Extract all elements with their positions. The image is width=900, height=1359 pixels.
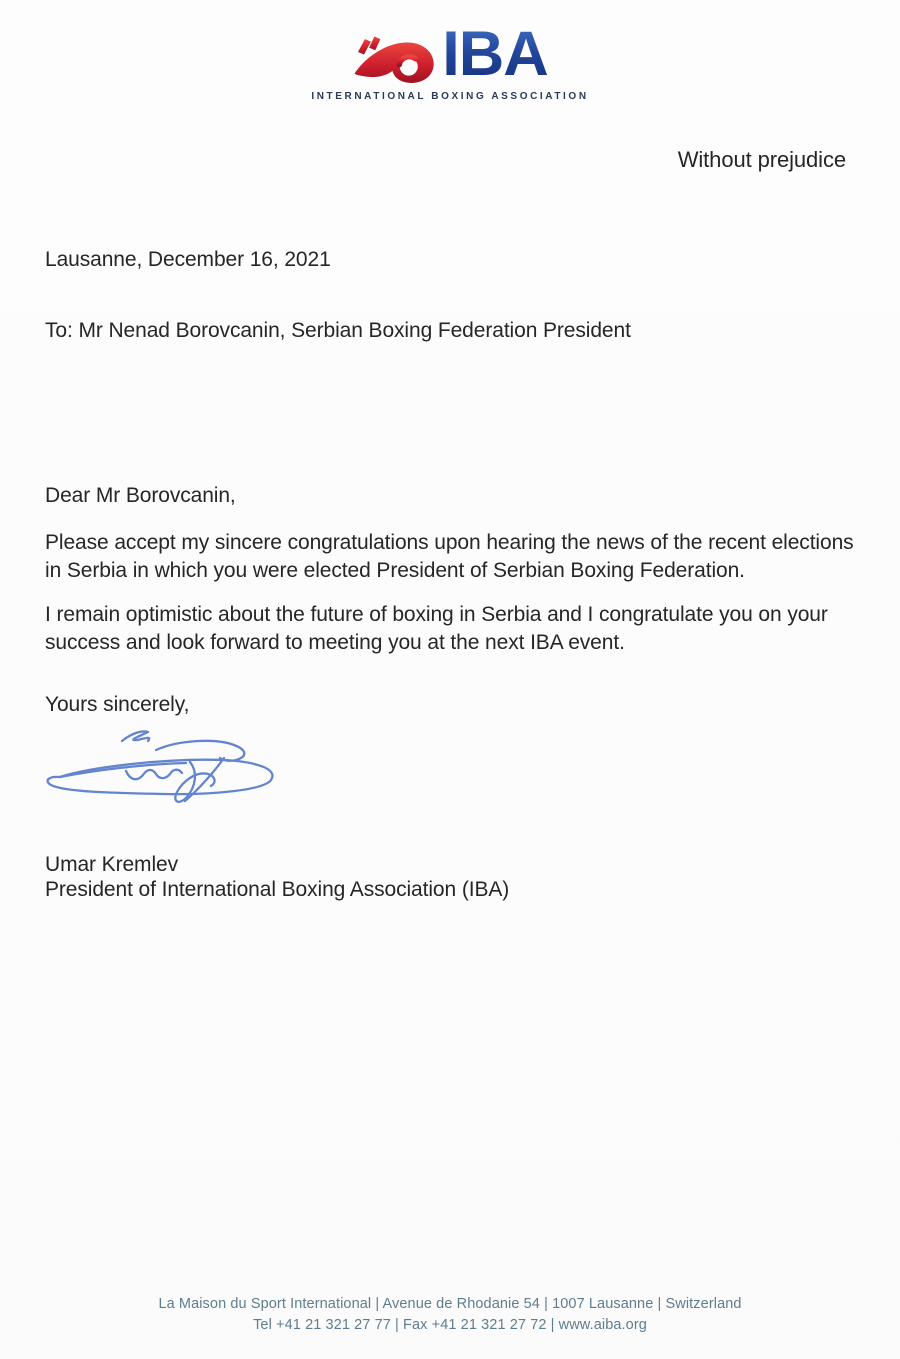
iba-logo-word: IBA: [442, 19, 548, 89]
salutation: Dear Mr Borovcanin,: [45, 484, 236, 507]
iba-logo: [0, 19, 900, 102]
paragraph-1-line-1: Please accept my sincere congratulations upon hearing the news of the recent elections: [45, 531, 854, 554]
paragraph-1-line-2: in Serbia in which you were elected President of Serbian Boxing Federation.: [45, 559, 745, 582]
dateline: Lausanne, December 16, 2021: [45, 248, 331, 271]
signer-name: Umar Kremlev: [45, 853, 178, 876]
without-prejudice-notice: Without prejudice: [677, 147, 846, 172]
paragraph-2-line-2: success and look forward to meeting you at the next IBA event.: [45, 631, 625, 654]
paragraph-2: [45, 601, 828, 657]
iba-logo-tagline: INTERNATIONAL BOXING ASSOCIATION: [311, 91, 589, 102]
signer-title: President of International Boxing Association (IBA): [45, 878, 510, 901]
letterhead-footer: [0, 1294, 900, 1336]
iba-logo-row: [352, 19, 548, 89]
footer-contact-line: Tel +41 21 321 27 77 | Fax +41 21 321 27 72 | www.aiba.org: [253, 1317, 647, 1333]
footer-address-line: La Maison du Sport International | Avenue de Rhodanie 54 | 1007 Lausanne | Switzerland: [158, 1296, 742, 1312]
paragraph-1: [45, 529, 854, 585]
closing: Yours sincerely,: [45, 693, 190, 716]
handwritten-signature-icon: [36, 724, 286, 816]
boxing-glove-icon: [352, 29, 438, 87]
paragraph-2-line-1: I remain optimistic about the future of boxing in Serbia and I congratulate you on your: [45, 603, 828, 626]
recipient-line: To: Mr Nenad Borovcanin, Serbian Boxing Federation President: [45, 319, 631, 342]
